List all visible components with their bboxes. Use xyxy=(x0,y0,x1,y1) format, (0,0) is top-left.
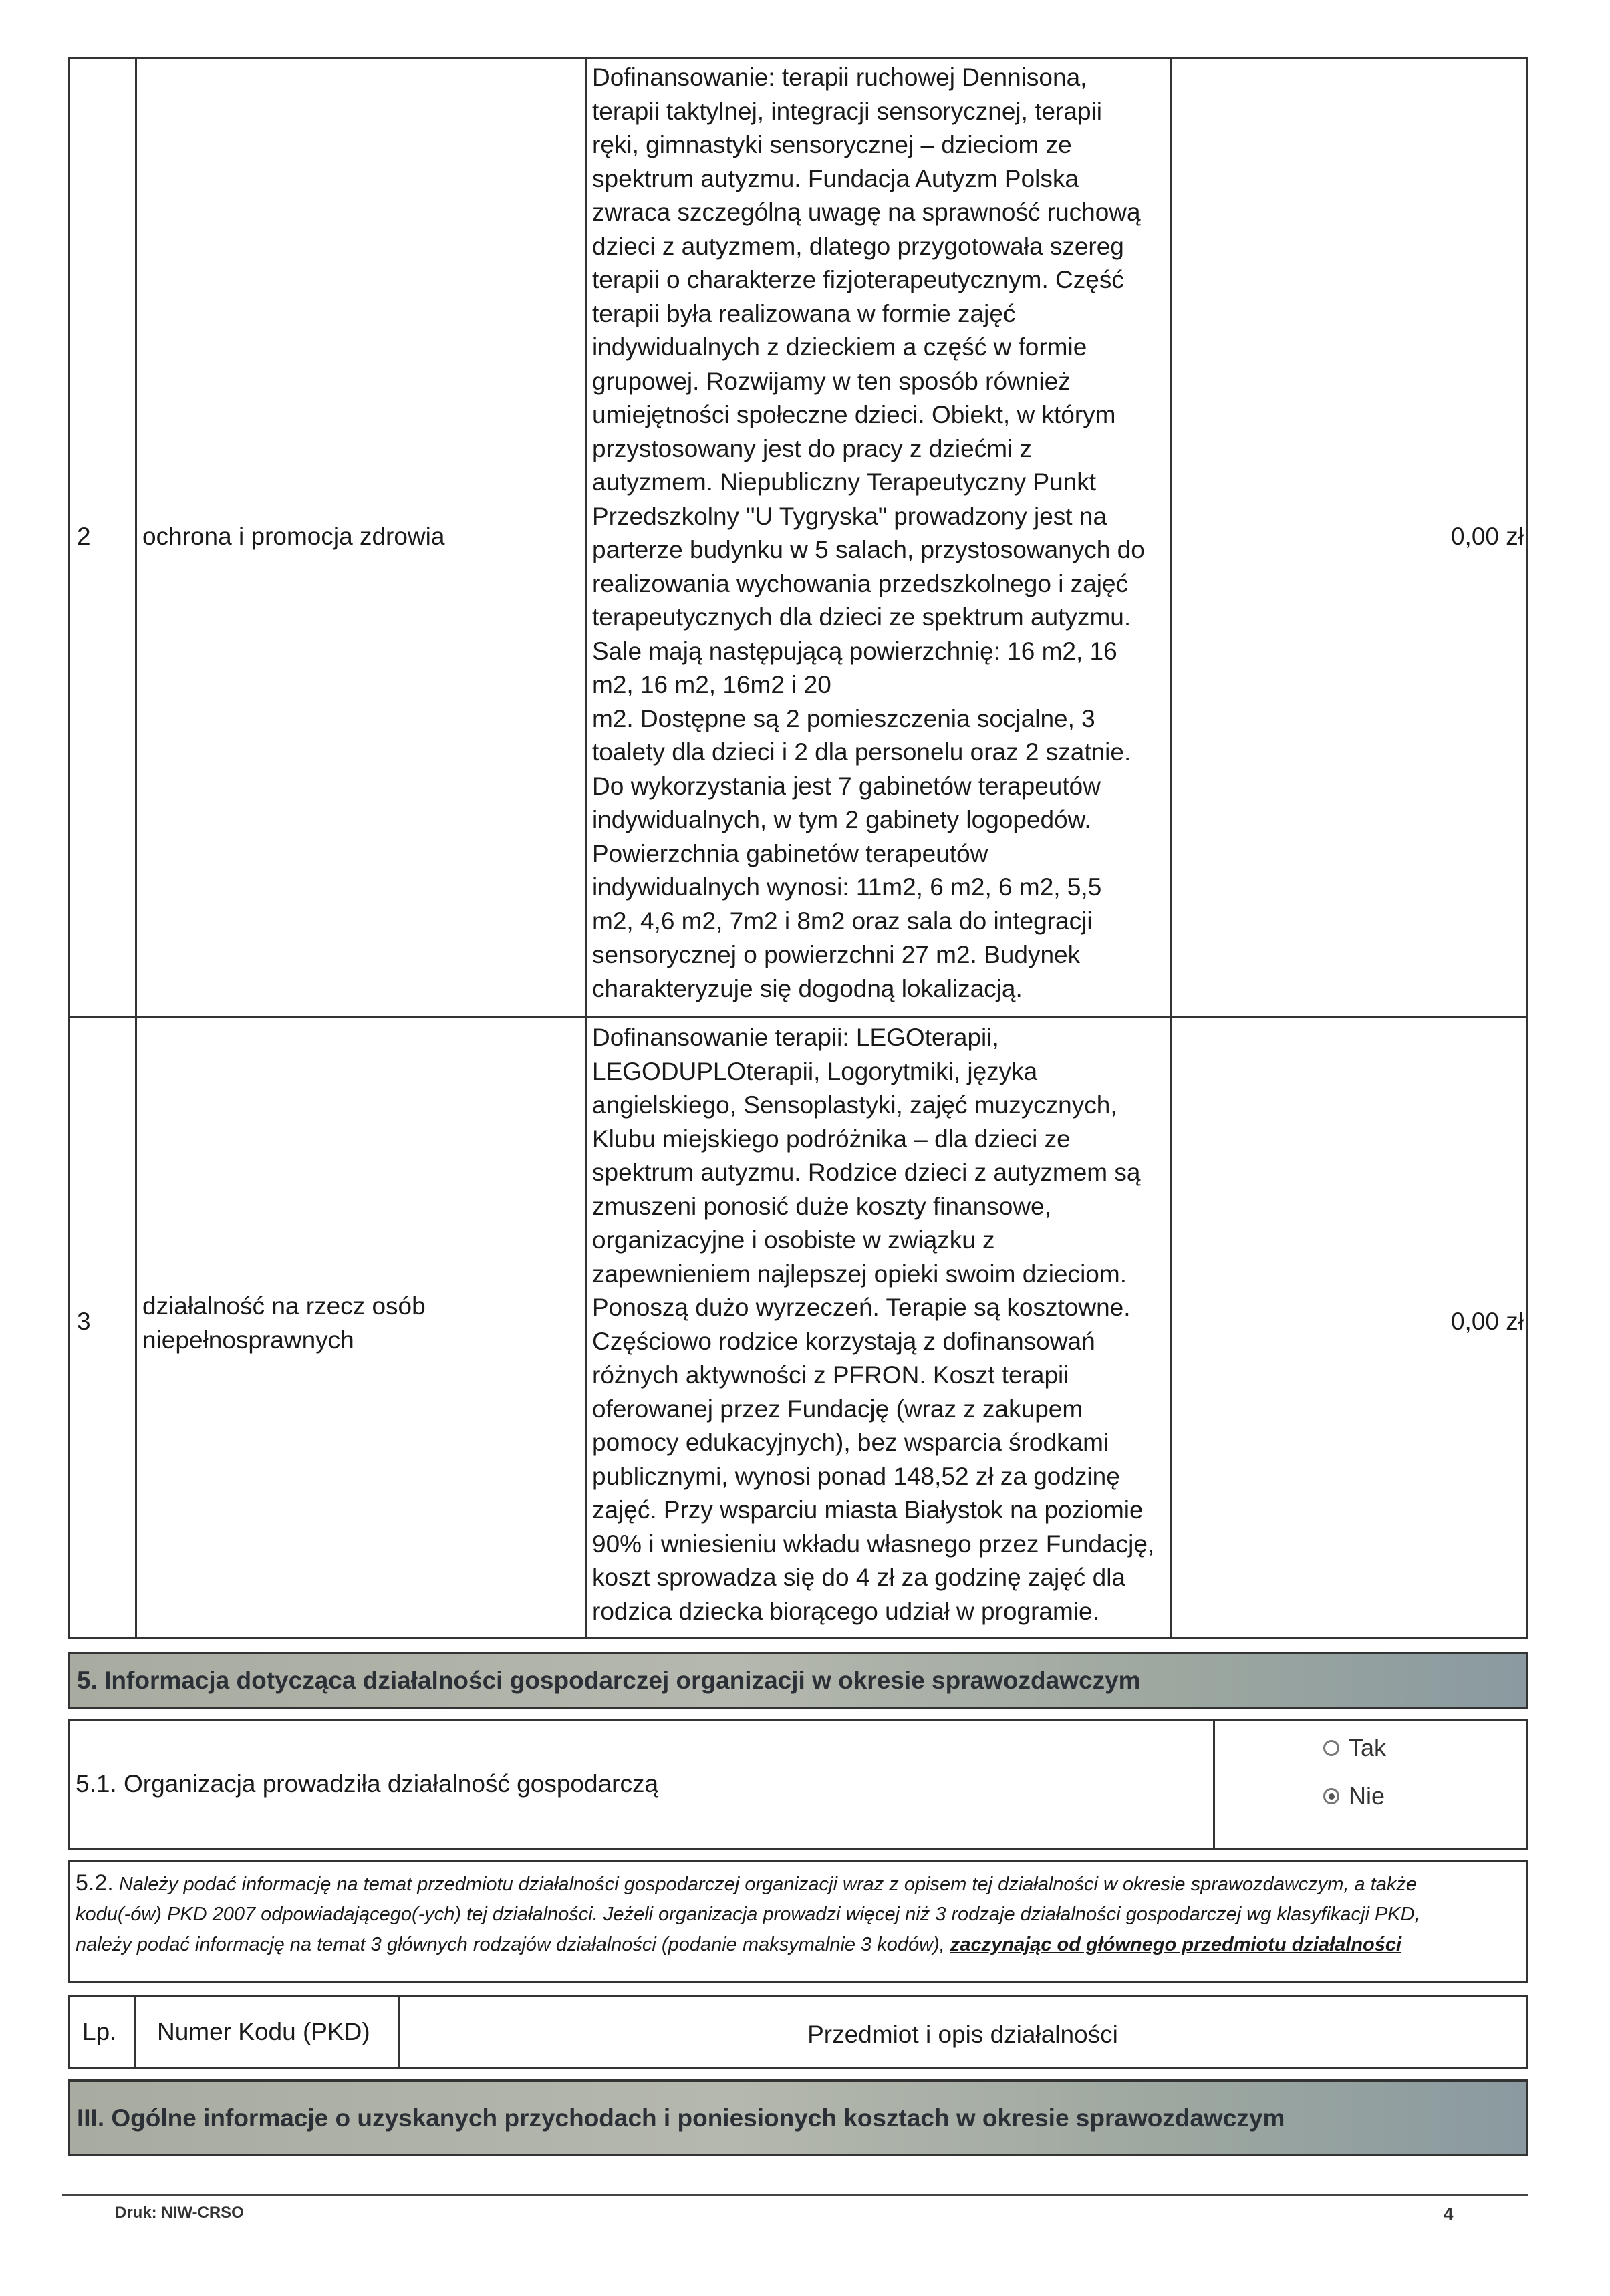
question-5-2-text: należy podać informację na temat 3 głównych rodzajów działalności (podanie maksymalnie 3 kodów), xyxy=(76,1934,945,1955)
description-line: angielskiego, Sensoplastyki, zajęć muzycznych, xyxy=(592,1091,1117,1119)
description-line: terapii o charakterze fizjoterapeutycznym. Część xyxy=(592,266,1124,293)
description-line: Sale mają następującą powierzchnię: 16 m2, 16 xyxy=(592,637,1117,665)
description-line: terapii taktylnej, integracji sensorycznej, terapii xyxy=(592,97,1102,125)
description-line: oferowanej przez Fundację (wraz z zakupem xyxy=(592,1395,1083,1423)
column-header-lp: Lp. xyxy=(82,2018,117,2045)
description-line: Ponoszą dużo wyrzeczeń. Terapie są kosztowne. xyxy=(592,1294,1131,1321)
description-line: terapii była realizowana w formie zajęć xyxy=(592,299,1016,327)
row-amount: 0,00 zł xyxy=(1450,1308,1524,1335)
footer-page-number: 4 xyxy=(1444,2204,1454,2224)
description-line: Powierzchnia gabinetów terapeutów xyxy=(592,839,988,867)
column-divider xyxy=(1170,59,1172,1637)
column-divider xyxy=(135,59,137,1637)
section-5-header: 5. Informacja dotycząca działalności gospodarczej organizacji w okresie sprawozdawczym xyxy=(68,1652,1528,1709)
row-description xyxy=(588,61,1168,1006)
radio-button-tak[interactable] xyxy=(1323,1740,1339,1756)
question-5-2-line xyxy=(76,1930,1520,1960)
description-line: indywidualnych, w tym 2 gabinety logopedów. xyxy=(592,806,1091,833)
description-line: parterze budynku w 5 salach, przystosowanych do xyxy=(592,536,1145,563)
description-line: grupowej. Rozwijamy w ten sposób również xyxy=(592,367,1071,395)
description-line: m2, 16 m2, 16m2 i 20 xyxy=(592,671,831,698)
question-5-1-box xyxy=(68,1719,1528,1850)
description-line: publicznymi, wynosi ponad 148,52 zł za godzinę xyxy=(592,1462,1120,1490)
description-line: Częściowo rodzice korzystają z dofinansowań xyxy=(592,1327,1095,1355)
footer-rule xyxy=(62,2194,1528,2196)
row-sphere: ochrona i promocja zdrowia xyxy=(142,523,445,550)
question-5-2-line xyxy=(76,1868,1520,1900)
description-line: m2. Dostępne są 2 pomieszczenia socjalne, 3 xyxy=(592,704,1095,732)
description-line: umiejętności społeczne dzieci. Obiekt, w którym xyxy=(592,401,1116,428)
description-line: Do wykorzystania jest 7 gabinetów terapeutów xyxy=(592,772,1101,800)
row-divider xyxy=(70,1016,1526,1018)
row-amount: 0,00 zł xyxy=(1450,523,1524,550)
description-line: m2, 4,6 m2, 7m2 i 8m2 oraz sala do integracji xyxy=(592,907,1093,935)
row-description xyxy=(588,1021,1168,1628)
description-line: indywidualnych wynosi: 11m2, 6 m2, 6 m2, 5,5 xyxy=(592,873,1102,901)
column-header-description: Przedmiot i opis działalności xyxy=(807,2021,1118,2048)
row-lp: 3 xyxy=(77,1308,91,1335)
radio-label-tak: Tak xyxy=(1349,1734,1387,1761)
row-sphere-line: działalność na rzecz osób xyxy=(142,1292,426,1320)
question-5-2-box xyxy=(68,1860,1528,1983)
description-line: ręki, gimnastyki sensorycznej – dzieciom ze xyxy=(592,131,1072,158)
question-5-2-text: Należy podać informację na temat przedmiotu działalności gospodarczej organizacji wraz z opisem tej działalności w okresie sprawozdawczym, a także xyxy=(118,1874,1418,1895)
row-sphere xyxy=(142,1290,426,1357)
description-line: terapeutycznych dla dzieci ze spektrum autyzmu. xyxy=(592,603,1131,631)
description-line: organizacyjne i osobiste w związku z xyxy=(592,1226,995,1254)
description-line: autyzmem. Niepubliczny Terapeutyczny Punkt xyxy=(592,468,1097,496)
description-line: 90% i wniesieniu wkładu własnego przez Fundację, xyxy=(592,1530,1155,1558)
description-line: LEGODUPLOterapii, Logorytmiki, języka xyxy=(592,1057,1038,1085)
column-divider xyxy=(585,59,587,1637)
radio-button-nie[interactable] xyxy=(1323,1788,1339,1804)
description-line: zapewnieniem najlepszej opieki swoim dzieciom. xyxy=(592,1260,1127,1288)
description-line: zwraca szczególną uwagę na sprawność ruchową xyxy=(592,198,1141,226)
description-line: koszt sprowadza się do 4 zł za godzinę zajęć dla xyxy=(592,1564,1125,1591)
section-3-header: III. Ogólne informacje o uzyskanych przychodach i poniesionych kosztach w okresie sprawozdawczym xyxy=(68,2079,1528,2156)
description-line: charakteryzuje się dogodną lokalizacją. xyxy=(592,974,1023,1002)
footer-print-label: Druk: NIW-CRSO xyxy=(115,2204,244,2222)
question-5-2-bold: zaczynając od głównego przedmiotu działalności xyxy=(950,1934,1402,1955)
description-line: rodzica dziecka biorącego udział w programie. xyxy=(592,1597,1099,1625)
description-line: dzieci z autyzmem, dlatego przygotowała szereg xyxy=(592,232,1124,260)
description-line: sensorycznej o powierzchni 27 m2. Budynek xyxy=(592,941,1081,968)
radio-option-tak[interactable] xyxy=(1323,1734,1386,1762)
description-line: zajęć. Przy wsparciu miasta Białystok na poziomie xyxy=(592,1496,1144,1524)
question-5-2-text: kodu(-ów) PKD 2007 odpowiadającego(-ych) tej działalności. Jeżeli organizacja prowadzi więcej niż 3 rodzaje działalności gospodarczej wg klasyfikacji PKD, xyxy=(76,1904,1420,1925)
description-line: realizowania wychowania przedszkolnego i zajęć xyxy=(592,569,1129,597)
description-line: toalety dla dzieci i 2 dla personelu oraz 2 szatnie. xyxy=(592,738,1131,766)
description-line: Klubu miejskiego podróżnika – dla dzieci ze xyxy=(592,1125,1071,1153)
radio-label-nie: Nie xyxy=(1349,1782,1385,1810)
description-line: przystosowany jest do pracy z dziećmi z xyxy=(592,434,1033,462)
row-sphere-line: niepełnosprawnych xyxy=(142,1326,354,1354)
question-5-1-label: 5.1. Organizacja prowadziła działalność gospodarczą xyxy=(76,1770,659,1798)
pkd-table-header xyxy=(68,1995,1528,2069)
description-line: Dofinansowanie: terapii ruchowej Dennisona, xyxy=(592,63,1087,91)
row-lp: 2 xyxy=(77,523,91,550)
question-5-2-prefix: 5.2. xyxy=(76,1870,114,1896)
description-line: różnych aktywności z PFRON. Koszt terapii xyxy=(592,1361,1069,1389)
column-divider xyxy=(1213,1721,1215,1848)
description-line: Dofinansowanie terapii: LEGOterapii, xyxy=(592,1024,999,1051)
question-5-2-line xyxy=(76,1900,1520,1930)
description-line: zmuszeni ponosić duże koszty finansowe, xyxy=(592,1192,1051,1220)
description-line: Przedszkolny "U Tygryska" prowadzony jest na xyxy=(592,502,1107,530)
description-line: pomocy edukacyjnych), bez wsparcia środkami xyxy=(592,1429,1109,1456)
radio-option-nie[interactable] xyxy=(1323,1782,1385,1810)
activities-table xyxy=(68,57,1528,1639)
description-line: indywidualnych z dzieckiem a część w formie xyxy=(592,333,1087,361)
description-line: spektrum autyzmu. Fundacja Autyzm Polska xyxy=(592,164,1079,192)
column-divider xyxy=(134,1997,136,2067)
column-header-pkd-code: Numer Kodu (PKD) xyxy=(157,2018,370,2045)
description-line: spektrum autyzmu. Rodzice dzieci z autyzmem są xyxy=(592,1159,1141,1186)
